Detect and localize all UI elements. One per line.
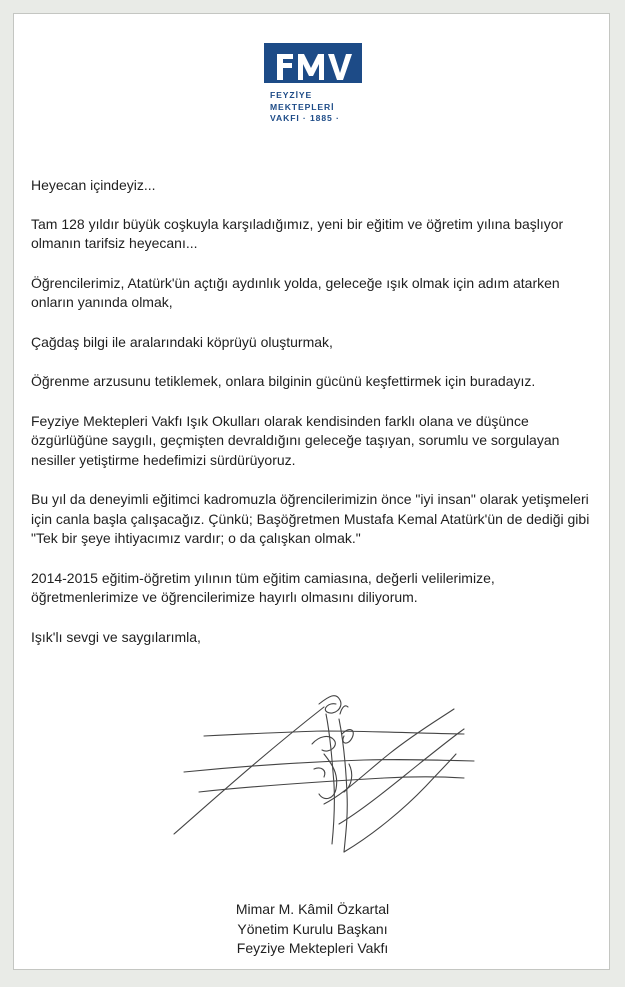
- logo-line-2: MEKTEPLERİ: [270, 101, 335, 112]
- paragraph-1: Tam 128 yıldır büyük coşkuyla karşıladığımız, yeni bir eğitim ve öğretim yılına başlıyor olmanın tarifsiz heyecanı...: [31, 215, 564, 251]
- logo-line-3: VAKFI · 1885 ·: [270, 113, 340, 124]
- signer-block: [14, 900, 611, 959]
- letter-page: [13, 13, 610, 970]
- paragraph-6: Bu yıl da deneyimli eğitimci kadromuzla öğrencilerimizin önce "iyi insan" olarak yetişmeleri için canla başla çalışacağız. Çünkü; Başöğretmen Mustafa Kemal Atatürk'ün de dediği gibi "Tek bir şeye ihtiyacımız vardır; o da çalışkan olmak.": [31, 491, 590, 546]
- logo-line-1: FEYZİYE: [270, 90, 313, 100]
- fmv-logo: [264, 43, 364, 125]
- paragraph-4: Öğrenme arzusunu tetiklemek, onlara bilginin gücünü keşfettirmek için buradayız.: [31, 373, 536, 389]
- signer-organization: Feyziye Mektepleri Vakfı: [236, 940, 389, 956]
- letter-body: [31, 176, 601, 667]
- paragraph-7: 2014-2015 eğitim-öğretim yılının tüm eğitim camiasına, değerli velilerimize, öğretmenlerimize ve öğrencilerimize hayırlı olmasını diliyorum.: [31, 569, 495, 605]
- closing: Işık'lı sevgi ve saygılarımla,: [31, 628, 201, 645]
- paragraph-3: Çağdaş bilgi ile aralarındaki köprüyü oluşturmak,: [31, 333, 333, 350]
- handwritten-signature: [164, 674, 484, 874]
- signer-name: Mimar M. Kâmil Özkartal: [235, 901, 390, 917]
- paragraph-2: Öğrencilerimiz, Atatürk'ün açtığı aydınlık yolda, geleceğe ışık olmak için adım atarken onların yanında olmak,: [31, 274, 560, 310]
- logo-text: [270, 90, 364, 125]
- greeting: Heyecan içindeyiz...: [31, 177, 156, 193]
- paragraph-5: Feyziye Mektepleri Vakfı Işık Okulları olarak kendisinden farklı olana ve düşünce özgürlüğüne saygılı, geçmişten devraldığını geleceğe taşıyan, sorumlu ve sorgulayan nesiller yetiştirme hedefimizi sürdürüyoruz.: [31, 412, 560, 468]
- signer-title: Yönetim Kurulu Başkanı: [237, 920, 388, 937]
- fmv-logo-mark: [264, 43, 362, 83]
